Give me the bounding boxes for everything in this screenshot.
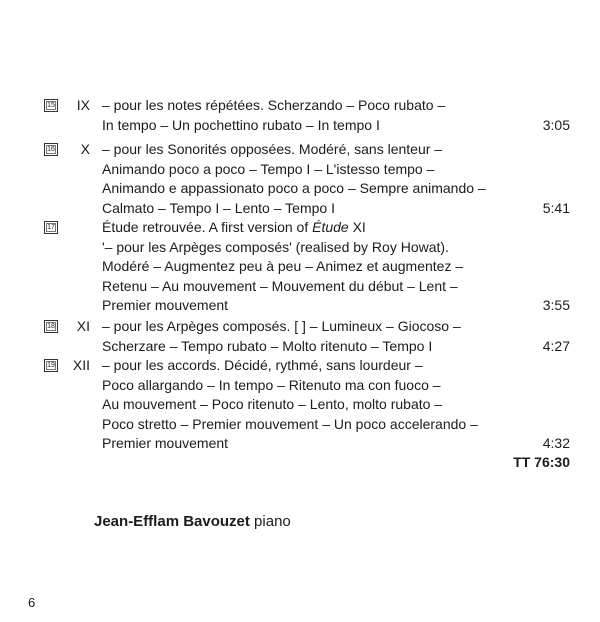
track-number-badge: 16 [44,143,58,156]
performer-credit [94,512,291,532]
description-line: – pour les notes répétées. Scherzando – Poco rubato – [102,97,446,113]
description-line: – pour les accords. Décidé, rythmé, sans lourdeur – [102,357,423,373]
track-number-badge: 18 [44,320,58,333]
track-duration: 4:32 [542,435,570,451]
track-description [102,96,512,135]
track-duration: 5:41 [542,199,570,216]
movement-roman-numeral: X [80,141,90,157]
description-line: Au mouvement – Poco ritenuto – Lento, molto rubato – [102,396,443,412]
track-duration: 3:05 [542,116,570,133]
total-time: TT 76:30 [513,454,570,470]
description-line [102,218,512,238]
track-entry [44,140,570,218]
movement-roman-numeral: XII [72,357,90,373]
description-line: Poco stretto – Premier mouvement – Un poco accelerando – [102,415,478,432]
track-entry [44,96,570,135]
description-line: Calmato – Tempo I – Lento – Tempo I [102,199,335,216]
etude-number-text: XI [348,219,366,235]
movement-roman-numeral: IX [76,97,90,113]
track-number-badge: 17 [44,221,58,234]
description-line: – pour les Sonorités opposées. Modéré, sans lenteur – [102,141,443,157]
page-number: 6 [28,595,36,610]
description-line: Animando e appassionato poco a poco – Sempre animando – [102,180,486,196]
track-description [102,317,512,356]
description-line: Modéré – Augmentez peu à peu – Animez et augmentez – [102,258,464,274]
track-entry [44,317,570,356]
track-number-badge: 19 [44,359,58,372]
track-entry [44,218,570,316]
track-duration: 4:27 [542,337,570,354]
description-line: Premier mouvement [102,435,229,451]
track-description [102,218,512,316]
description-line: – pour les Arpèges composés. [ ] – Lumineux – Giocoso – [102,318,461,334]
performer-name: Jean-Efflam Bavouzet [94,513,250,530]
etude-title-text: Étude retrouvée. A first version of [102,219,313,235]
track-number-badge: 15 [44,99,58,112]
description-line: In tempo – Un pochettino rubato – In tempo I [102,116,380,133]
description-line: Scherzare – Tempo rubato – Molto ritenuto – Tempo I [102,337,433,354]
description-line: Poco allargando – In tempo – Ritenuto ma con fuoco – [102,376,441,393]
description-line: Retenu – Au mouvement – Mouvement du début – Lent – [102,277,458,294]
description-line: Animando poco a poco – Tempo I – L'istesso tempo – [102,160,435,177]
track-entry [44,356,570,454]
etude-title-italic: Étude [312,219,349,235]
movement-roman-numeral: XI [76,318,90,334]
performer-instrument: piano [254,513,291,530]
description-line: Premier mouvement [102,297,229,313]
track-description [102,140,512,218]
track-description [102,356,512,454]
description-line: '– pour les Arpèges composés' (realised by Roy Howat). [102,238,449,255]
track-duration: 3:55 [542,297,570,313]
